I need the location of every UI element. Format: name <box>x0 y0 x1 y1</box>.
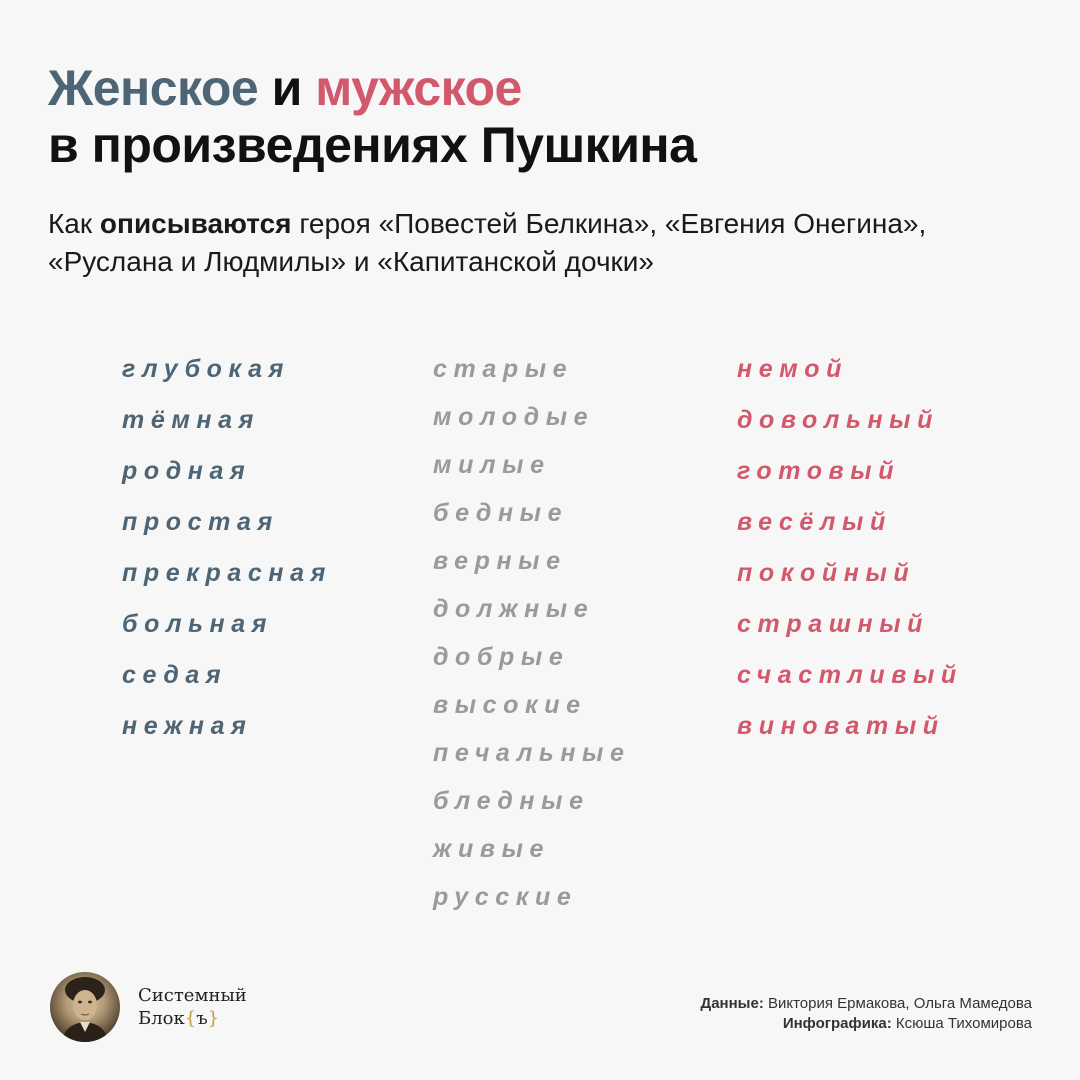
brand-logo[interactable] <box>50 972 247 1042</box>
title-line2: в произведениях Пушкина <box>48 117 697 173</box>
plural-adjective: старые <box>433 355 574 383</box>
title-conjunction: и <box>271 60 302 116</box>
female-adjective: тёмная <box>122 406 260 434</box>
plural-adjective: бледные <box>433 787 590 815</box>
brand-line2 <box>138 1007 247 1030</box>
female-adjective: седая <box>122 661 228 689</box>
title-male-word: мужское <box>315 60 522 116</box>
plural-adjective: русские <box>433 883 578 911</box>
subtitle-bold: описываются <box>99 208 292 239</box>
plural-adjective: должные <box>433 595 595 623</box>
plural-adjective: добрые <box>433 643 570 671</box>
female-adjective: родная <box>122 457 252 485</box>
brand-word: Блок <box>138 1008 185 1029</box>
male-adjectives-column <box>737 350 963 758</box>
credits-graphics <box>701 1014 1032 1034</box>
plural-adjectives-column <box>433 350 631 926</box>
female-adjectives-column <box>122 350 332 758</box>
female-adjective: нежная <box>122 712 253 740</box>
subtitle-before: Как <box>48 208 93 239</box>
male-adjective: весёлый <box>737 508 892 536</box>
female-adjective: глубокая <box>122 355 290 383</box>
page-title <box>48 60 696 174</box>
portrait-photo-icon <box>50 972 120 1042</box>
male-adjective: готовый <box>737 457 901 485</box>
male-adjective: виноватый <box>737 712 945 740</box>
credits-graphics-label: Инфографика: <box>782 1015 892 1032</box>
female-adjective: прекрасная <box>122 559 332 587</box>
title-female-word: Женское <box>48 60 259 116</box>
credits-data-value: Виктория Ермакова, Ольга Мамедова <box>767 995 1032 1012</box>
male-adjective: страшный <box>737 610 930 638</box>
credits-graphics-value: Ксюша Тихомирова <box>895 1015 1032 1032</box>
plural-adjective: молодые <box>433 403 595 431</box>
credits-data <box>701 994 1032 1014</box>
female-adjective: больная <box>122 610 274 638</box>
credits <box>701 994 1032 1034</box>
brand-brace-open: { <box>184 1008 197 1029</box>
male-adjective: довольный <box>737 406 939 434</box>
brand-name <box>138 984 247 1030</box>
plural-adjective: печальные <box>433 739 631 767</box>
subtitle <box>48 205 1048 281</box>
brand-brace-close: } <box>207 1008 220 1029</box>
plural-adjective: бедные <box>433 499 569 527</box>
male-adjective: немой <box>737 355 849 383</box>
plural-adjective: живые <box>433 835 551 863</box>
plural-adjective: высокие <box>433 691 587 719</box>
female-adjective: простая <box>122 508 279 536</box>
brand-line1: Системный <box>138 985 247 1006</box>
brand-brace-char: ъ <box>196 1008 208 1029</box>
subtitle-after: героя «Повестей Белкина», «Евгения Онегина», «Руслана и Людмилы» и «Капитанской дочки» <box>48 208 927 277</box>
credits-data-label: Данные: <box>700 995 764 1012</box>
plural-adjective: милые <box>433 451 551 479</box>
male-adjective: покойный <box>737 559 916 587</box>
male-adjective: счастливый <box>737 661 963 689</box>
plural-adjective: верные <box>433 547 567 575</box>
